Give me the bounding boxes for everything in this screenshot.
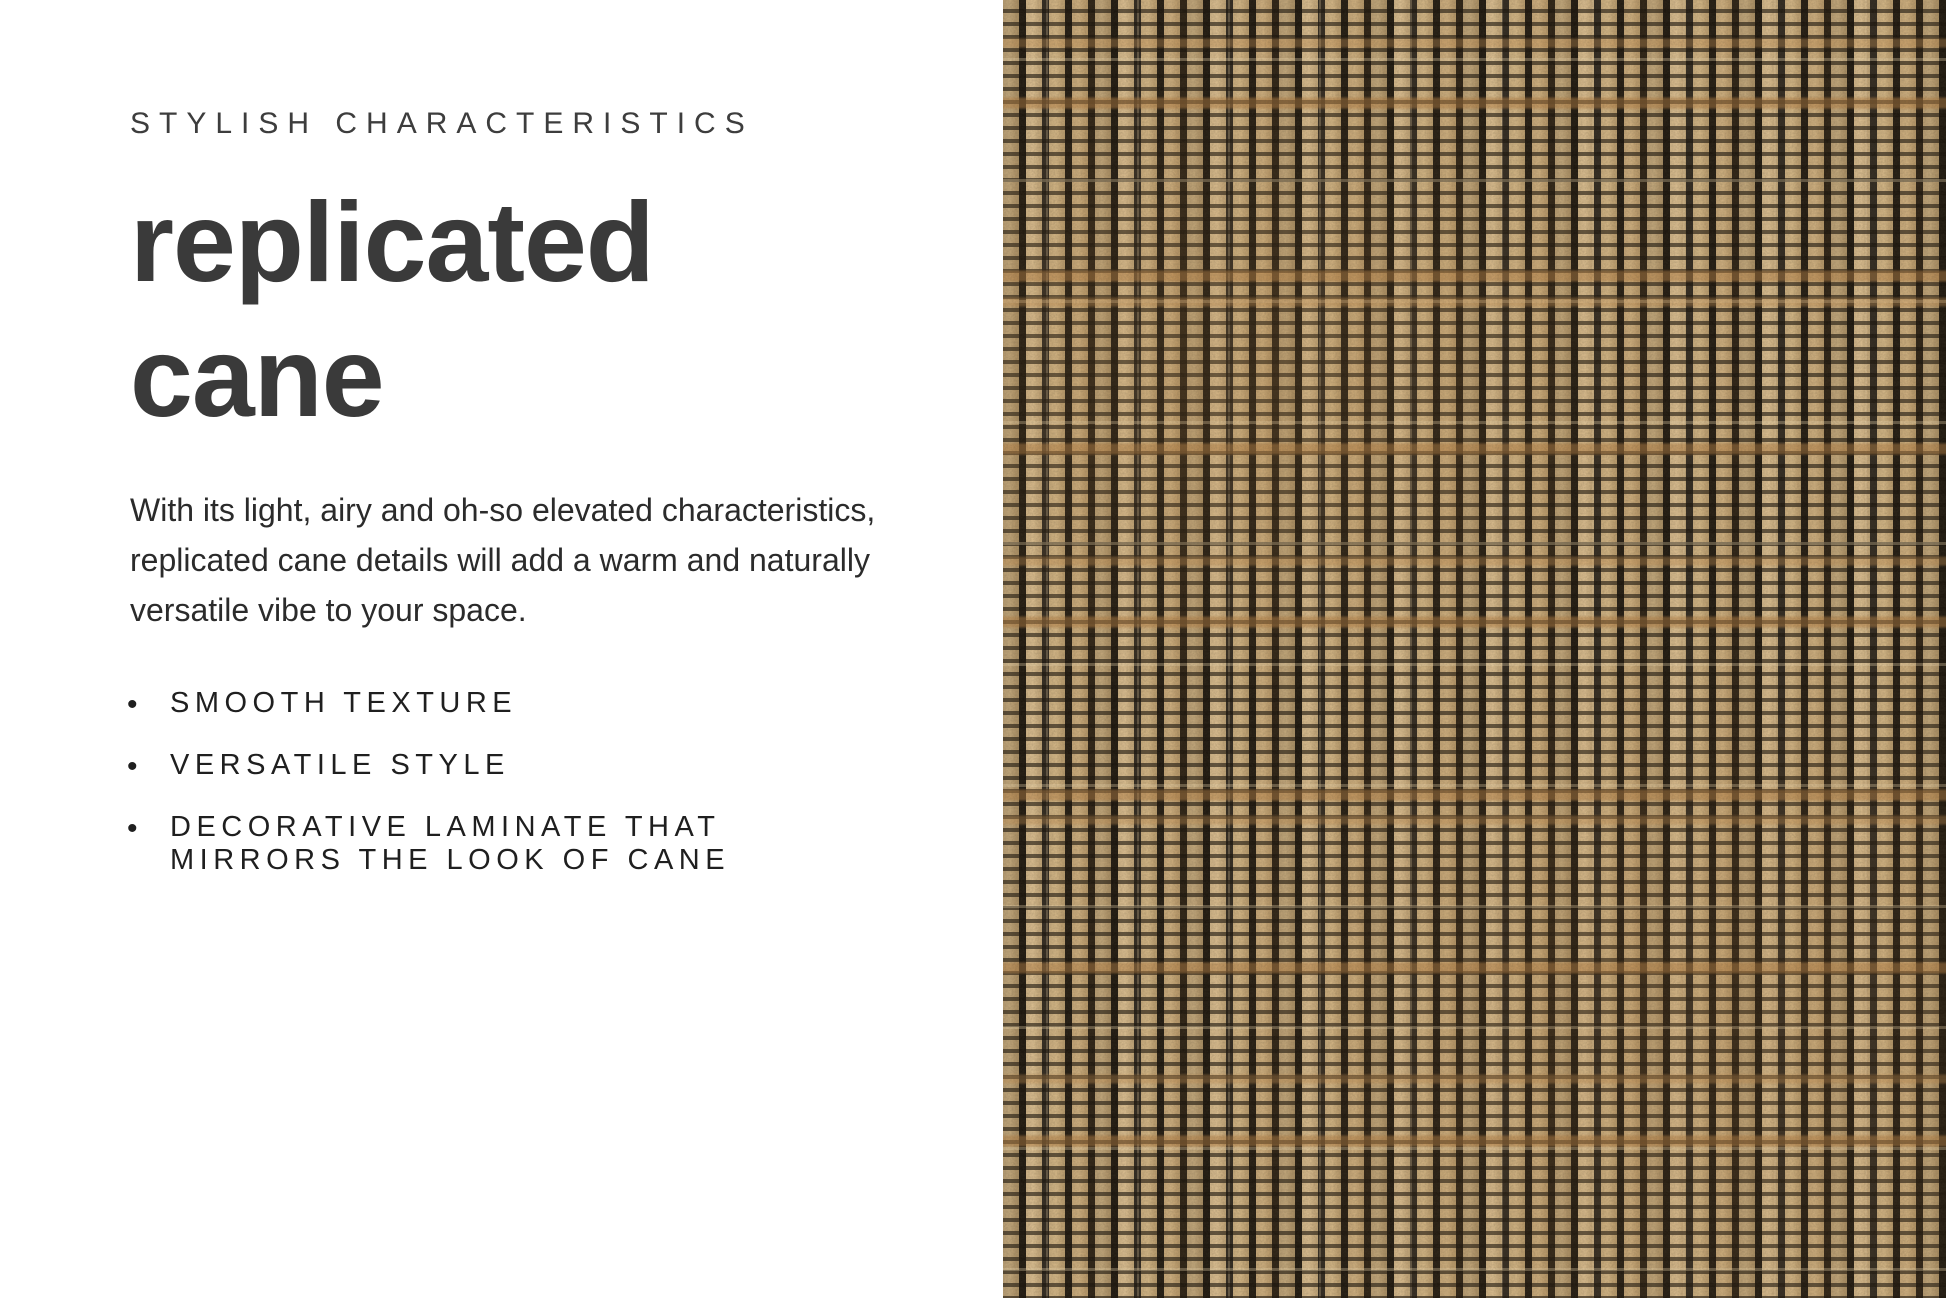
texture-noise-overlay: [1003, 0, 1946, 1298]
feature-item-decorative-laminate: [127, 811, 750, 877]
cane-texture-image: [1003, 0, 1946, 1298]
bullet-icon: •: [127, 812, 138, 845]
feature-item-label: DECORATIVE LAMINATE THAT MIRRORS THE LOOK OF CANE: [170, 811, 731, 876]
feature-item-label: SMOOTH TEXTURE: [170, 687, 518, 719]
feature-item-versatile-style: [127, 749, 750, 783]
feature-item-label: VERSATILE STYLE: [170, 749, 510, 781]
feature-item-smooth-texture: [127, 687, 750, 721]
page-title: replicated cane: [130, 179, 654, 440]
feature-list: [127, 687, 750, 877]
bullet-icon: •: [127, 750, 138, 783]
bullet-icon: •: [127, 688, 138, 721]
eyebrow-label: STYLISH CHARACTERISTICS: [130, 107, 754, 140]
description-text: With its light, airy and oh-so elevated characteristics, replicated cane details will add a warm and naturally versatile vibe to your space.: [130, 492, 876, 628]
